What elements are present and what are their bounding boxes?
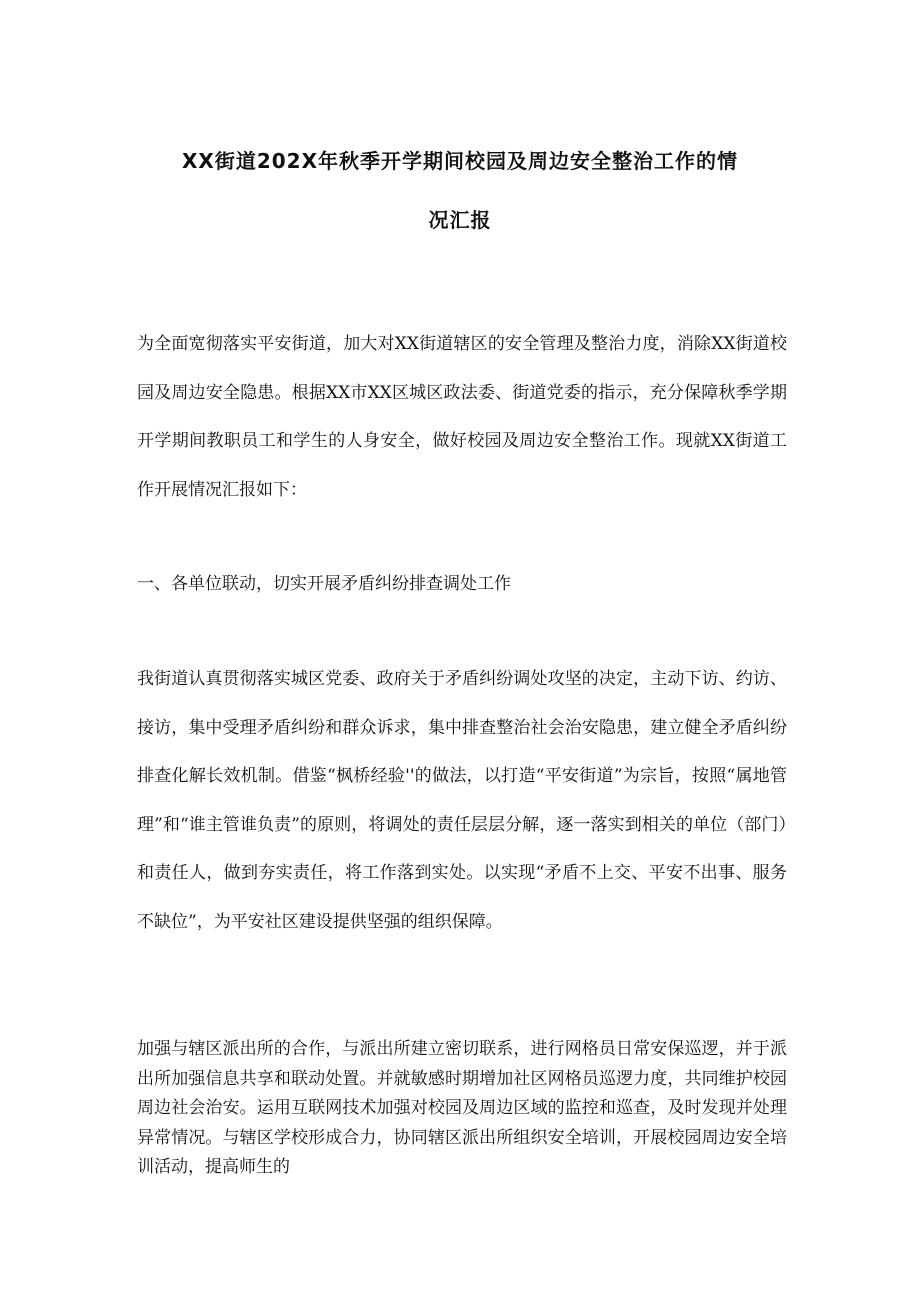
document-title-line2: 况汇报 [428,208,492,232]
section-heading-1: 一、各单位联动，切实开展矛盾纠纷排查调处工作 [137,574,511,594]
body-paragraph-1: 我街道认真贯彻落实城区党委、政府关于矛盾纠纷调处攻坚的决定，主动下访、约访、接访，集中受理矛盾纠纷和群众诉求，集中排查整治社会治安隐患，建立健全矛盾纠纷排查化解长效机制。借鉴“枫桥经验''的做法，以打造“平安街道”为宗旨，按照“属地管理”和“谁主管谁负责”的原则，将调处的责任层层分解，逐一落实到相关的单位（部门）和责任人，做到夯实责任，将工作落到实处。以实现“矛盾不上交、平安不出事、服务不缺位”，为平安社区建设提供坚强的组织保障。 [137,669,787,932]
document-title-line1: XX街道202X年秋季开学期间校园及周边安全整治工作的情 [181,149,738,173]
intro-paragraph: 为全面宽彻落实平安街道，加大对XX街道辖区的安全管理及整治力度，消除XX街道校园及周边安全隐患。根据XX市XX区城区政法委、街道党委的指示，充分保障秋季学期开学期间教职员工和学生的人身安全，做好校园及周边安全整治工作。现就XX街道工作开展情况汇报如下： [137,334,787,500]
body-paragraph-2: 加强与辖区派出所的合作，与派出所建立密切联系，进行网格员日常安保巡逻，并于派出所加强信息共享和联动处置。并就敏感时期增加社区网格员巡逻力度，共同维护校园周边社会治安。运用互联网技术加强对校园及周边区域的监控和巡查，及时发现并处理异常情况。与辖区学校形成合力，协同辖区派出所组织安全培训，开展校园周边安全培训活动，提高师生的 [137,1039,787,1178]
